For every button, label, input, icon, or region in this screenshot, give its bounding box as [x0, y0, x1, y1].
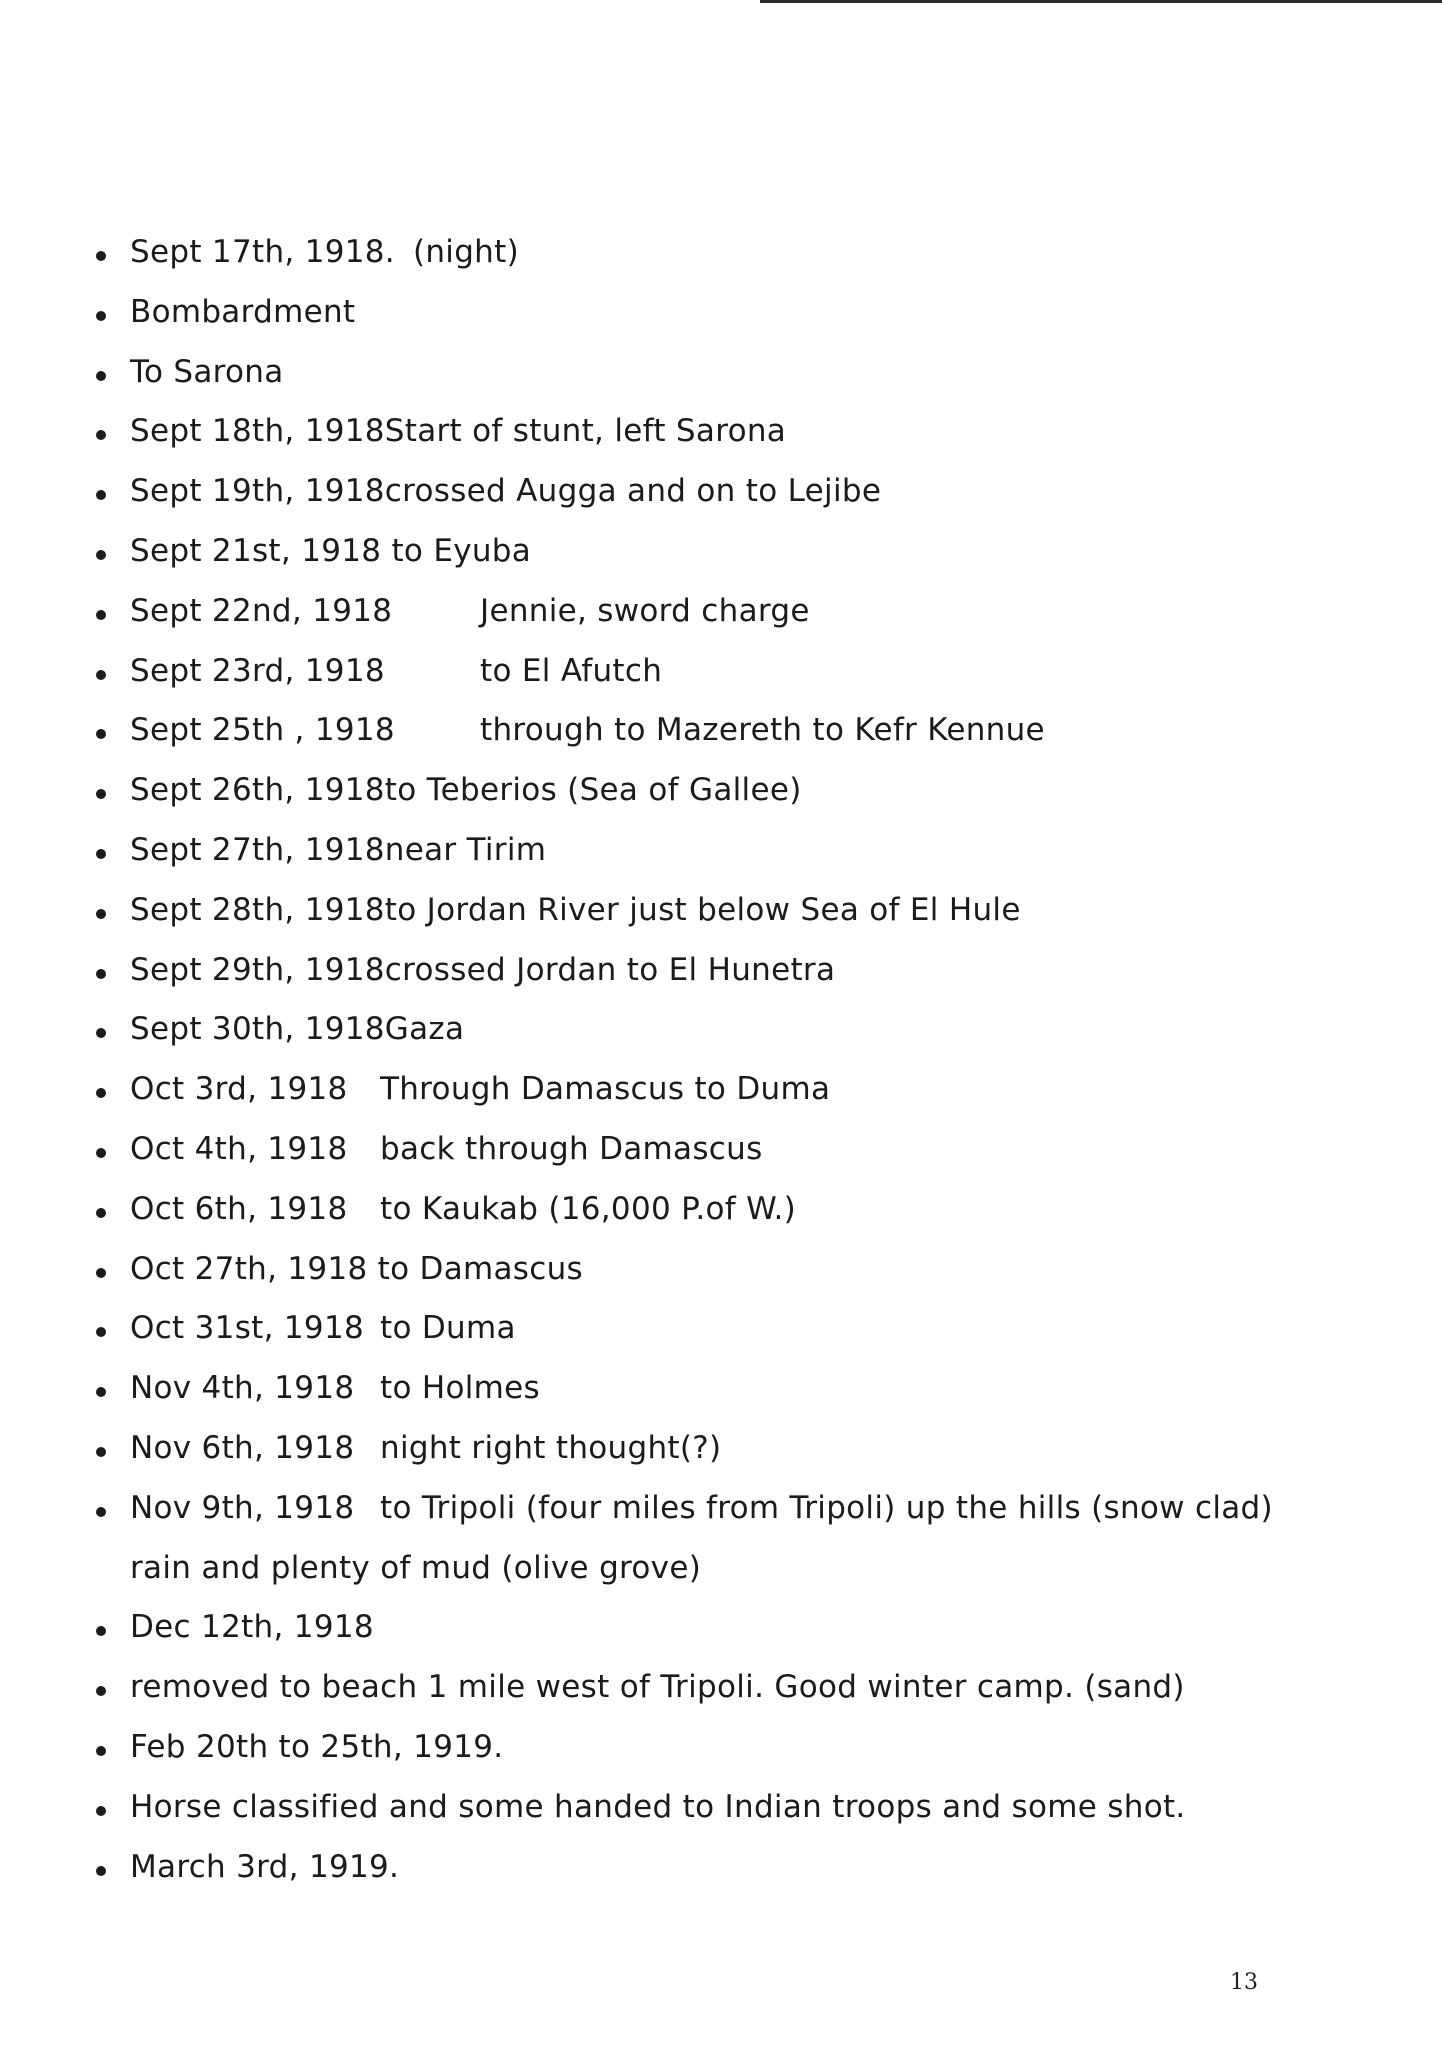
entry-date: Oct 6th, 1918 — [130, 1190, 348, 1227]
entry-note: to Duma — [380, 1310, 516, 1347]
list-item — [88, 1838, 1318, 1898]
bullet-icon — [96, 1447, 106, 1457]
entry-date: Nov 6th, 1918 — [130, 1429, 355, 1466]
list-item — [88, 1598, 1318, 1658]
entry-text: Sept 26th, 1918to Teberios (Sea of Gallee) — [130, 772, 802, 809]
bullet-icon — [96, 311, 106, 321]
entry-text: March 3rd, 1919. — [130, 1848, 400, 1885]
entry-note: to Holmes — [380, 1370, 540, 1407]
bullet-icon — [96, 1268, 106, 1278]
list-item — [88, 941, 1318, 1001]
entry-date: Oct 31st, 1918 — [130, 1310, 365, 1347]
bullet-icon — [96, 1208, 106, 1218]
list-item — [88, 1479, 1318, 1599]
bullet-icon — [96, 610, 106, 620]
entry-text: Sept 30th, 1918Gaza — [130, 1011, 465, 1048]
bullet-icon — [96, 1088, 106, 1098]
list-item — [88, 462, 1318, 522]
entry-note: back through Damascus — [380, 1130, 763, 1167]
list-item — [88, 1060, 1318, 1120]
entry-date: Sept 17th, 1918. — [130, 234, 395, 270]
entry-text: Oct 27th, 1918 to Damascus — [130, 1250, 583, 1287]
bullet-icon — [96, 1507, 106, 1517]
bullet-icon — [96, 1148, 106, 1158]
list-item — [88, 1180, 1318, 1240]
bullet-icon — [96, 490, 106, 500]
entry-date: Nov 9th, 1918 — [130, 1489, 355, 1526]
entry-text: Sept 29th, 1918crossed Jordan to El Hunetra — [130, 951, 836, 988]
entry-note: to Tripoli (four miles from Tripoli) up the hills (snow clad) rain and plenty of mud (olive grove) — [130, 1489, 1273, 1586]
bullet-icon — [96, 1028, 106, 1038]
entry-note: through to Mazereth to Kefr Kennue — [480, 712, 1045, 749]
entry-date: Oct 4th, 1918 — [130, 1130, 348, 1167]
list-item — [88, 343, 1318, 403]
diary-entry-list — [88, 223, 1318, 1897]
list-item — [88, 1718, 1318, 1778]
list-item — [88, 1778, 1318, 1838]
bullet-icon — [96, 1626, 106, 1636]
bullet-icon — [96, 430, 106, 440]
entry-text: Sept 21st, 1918 to Eyuba — [130, 532, 532, 569]
entry-date: Sept 25th , 1918 — [130, 712, 395, 749]
list-item — [88, 223, 1318, 283]
list-item — [88, 522, 1318, 582]
entry-note: (night) — [412, 234, 519, 270]
list-item — [88, 1120, 1318, 1180]
scan-edge-line — [760, 0, 1442, 3]
bullet-icon — [96, 1387, 106, 1397]
list-item — [88, 642, 1318, 702]
list-item — [88, 881, 1318, 941]
bullet-icon — [96, 550, 106, 560]
list-item — [88, 283, 1318, 343]
entry-text: removed to beach 1 mile west of Tripoli. Good winter camp. (sand) — [130, 1669, 1185, 1706]
bullet-icon — [96, 729, 106, 739]
bullet-icon — [96, 849, 106, 859]
bullet-icon — [96, 789, 106, 799]
list-item — [88, 1359, 1318, 1419]
entry-date: Oct 3rd, 1918 — [130, 1071, 348, 1108]
bullet-icon — [96, 251, 106, 261]
entry-text: Sept 27th, 1918near Tirim — [130, 831, 547, 868]
entry-text: Sept 19th, 1918crossed Augga and on to Lejibe — [130, 473, 882, 510]
entry-date: Nov 4th, 1918 — [130, 1370, 355, 1407]
page-number: 13 — [1230, 1970, 1258, 1995]
entry-text: Feb 20th to 25th, 1919. — [130, 1728, 504, 1765]
entry-date: Sept 22nd, 1918 — [130, 592, 393, 629]
entry-text: Horse classified and some handed to Indian troops and some shot. — [130, 1788, 1186, 1825]
list-item — [88, 761, 1318, 821]
list-item — [88, 582, 1318, 642]
bullet-icon — [96, 670, 106, 680]
bullet-icon — [96, 909, 106, 919]
entry-text: Bombardment — [130, 293, 356, 330]
list-item — [88, 1299, 1318, 1359]
entry-text: Sept 18th, 1918Start of stunt, left Sarona — [130, 413, 787, 450]
entry-text: Dec 12th, 1918 — [130, 1609, 374, 1646]
list-item — [88, 701, 1318, 761]
bullet-icon — [96, 969, 106, 979]
entry-note: to El Afutch — [480, 652, 663, 689]
entry-note: Through Damascus to Duma — [380, 1071, 831, 1108]
list-item — [88, 402, 1318, 462]
bullet-icon — [96, 1746, 106, 1756]
bullet-icon — [96, 1866, 106, 1876]
list-item — [88, 1658, 1318, 1718]
entry-text: To Sarona — [130, 353, 284, 390]
list-item — [88, 1240, 1318, 1300]
list-item — [88, 1419, 1318, 1479]
bullet-icon — [96, 371, 106, 381]
bullet-icon — [96, 1327, 106, 1337]
list-item — [88, 1000, 1318, 1060]
entry-text: Sept 28th, 1918to Jordan River just below Sea of El Hule — [130, 891, 1021, 928]
entry-date: Sept 23rd, 1918 — [130, 652, 385, 689]
bullet-icon — [96, 1806, 106, 1816]
list-item — [88, 821, 1318, 881]
entry-note: to Kaukab (16,000 P.of W.) — [380, 1190, 797, 1227]
entry-note: night right thought(?) — [380, 1429, 722, 1466]
entry-note: Jennie, sword charge — [480, 592, 810, 629]
bullet-icon — [96, 1686, 106, 1696]
